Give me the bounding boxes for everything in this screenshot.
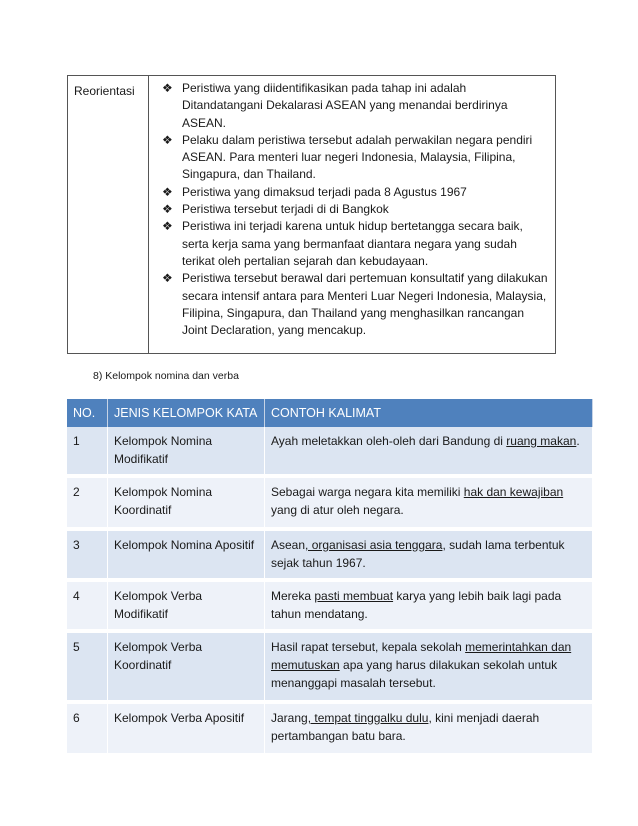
list-item: ❖ Peristiwa ini terjadi karena untuk hidup bertetangga secara baik, serta kerja sama yang bermanfaat diantara negara yang sudah terikat oleh pertalian sejarah dan kebudayaan. <box>162 219 523 268</box>
list-item: ❖ Peristiwa tersebut terjadi di di Bangkok <box>162 201 550 218</box>
table-row <box>67 631 593 702</box>
diamond-bullet-icon: ❖ <box>162 132 173 147</box>
cell-contoh: Asean, organisasi asia tenggara, sudah lama terbentuk sejak tahun 1967. <box>265 529 593 580</box>
header-no: NO. <box>67 399 108 427</box>
table-row <box>67 476 593 529</box>
cell-contoh: Ayah meletakkan oleh-oleh dari Bandung di ruang makan. <box>265 427 593 476</box>
cell-no: 1 <box>67 427 108 476</box>
diamond-bullet-icon: ❖ <box>162 271 173 286</box>
cell-jenis: Kelompok Nomina Modifikatif <box>108 427 265 476</box>
cell-jenis: Kelompok Verba Modifikatif <box>108 580 265 631</box>
underlined-phrase: , organisasi asia tenggara <box>305 538 443 552</box>
underlined-phrase: , tempat tinggalku dulu <box>307 711 429 725</box>
table-row <box>67 529 593 580</box>
diamond-bullet-icon: ❖ <box>162 202 173 217</box>
list-item: ❖ Pelaku dalam peristiwa tersebut adalah perwakilan negara pendiri ASEAN. Para menteri luar negeri Indonesia, Malaysia, Filipina, Singapura, dan Thailand. <box>162 132 533 182</box>
reorientasi-table <box>67 75 556 354</box>
cell-jenis: Kelompok Verba Apositif <box>108 702 265 753</box>
header-contoh: CONTOH KALIMAT <box>265 399 593 427</box>
cell-contoh: Hasil rapat tersebut, kepala sekolah memerintahkan dan memutuskan apa yang harus dilakukan sekolah untuk menanggapi masalah tersebut. <box>265 631 593 702</box>
cell-no: 2 <box>67 476 108 529</box>
cell-contoh: Mereka pasti membuat karya yang lebih baik lagi pada tahun mendatang. <box>265 580 593 631</box>
reorientasi-list <box>162 80 550 339</box>
diamond-bullet-icon: ❖ <box>162 219 173 234</box>
cell-contoh: Jarang, tempat tinggalku dulu, kini menjadi daerah pertambangan batu bara. <box>265 702 593 753</box>
list-item: ❖ Peristiwa yang diidentifikasikan pada tahap ini adalah Ditandatangani Dekalarasi ASEAN yang menandai berdirinya ASEAN. <box>162 81 508 130</box>
underlined-phrase: memerintahkan dan memutuskan <box>271 640 572 672</box>
diamond-bullet-icon: ❖ <box>162 184 173 199</box>
cell-no: 3 <box>67 529 108 580</box>
reorientasi-label: Reorientasi <box>68 76 149 353</box>
table-row <box>67 702 593 753</box>
underlined-phrase: pasti membuat <box>314 589 394 603</box>
cell-no: 5 <box>67 631 108 702</box>
table-row <box>67 580 593 631</box>
cell-no: 4 <box>67 580 108 631</box>
list-item: ❖ Peristiwa yang dimaksud terjadi pada 8 Agustus 1967 <box>162 184 550 201</box>
table-header-row <box>67 399 593 427</box>
header-jenis: JENIS KELOMPOK KATA <box>108 399 265 427</box>
diamond-bullet-icon: ❖ <box>162 81 173 95</box>
cell-no: 6 <box>67 702 108 753</box>
list-item: ❖ Peristiwa tersebut berawal dari pertemuan konsultatif yang dilakukan secara intensif antara para Menteri Luar Negeri Indonesia, Malaysia, Filipina, Singapura, dan Thailand yang menghasilkan rancangan Joint Declaration, yang mencakup. <box>162 271 548 338</box>
underlined-phrase: hak dan kewajiban <box>463 485 564 499</box>
underlined-phrase: ruang makan <box>506 434 577 448</box>
table-row <box>67 427 593 476</box>
section-heading: 8) Kelompok nomina dan verba <box>93 370 239 382</box>
cell-contoh: Sebagai warga negara kita memiliki hak dan kewajiban yang di atur oleh negara. <box>265 476 593 529</box>
cell-jenis: Kelompok Nomina Koordinatif <box>108 476 265 529</box>
kelompok-kata-table <box>67 399 593 753</box>
cell-jenis: Kelompok Nomina Apositif <box>108 529 265 580</box>
cell-jenis: Kelompok Verba Koordinatif <box>108 631 265 702</box>
